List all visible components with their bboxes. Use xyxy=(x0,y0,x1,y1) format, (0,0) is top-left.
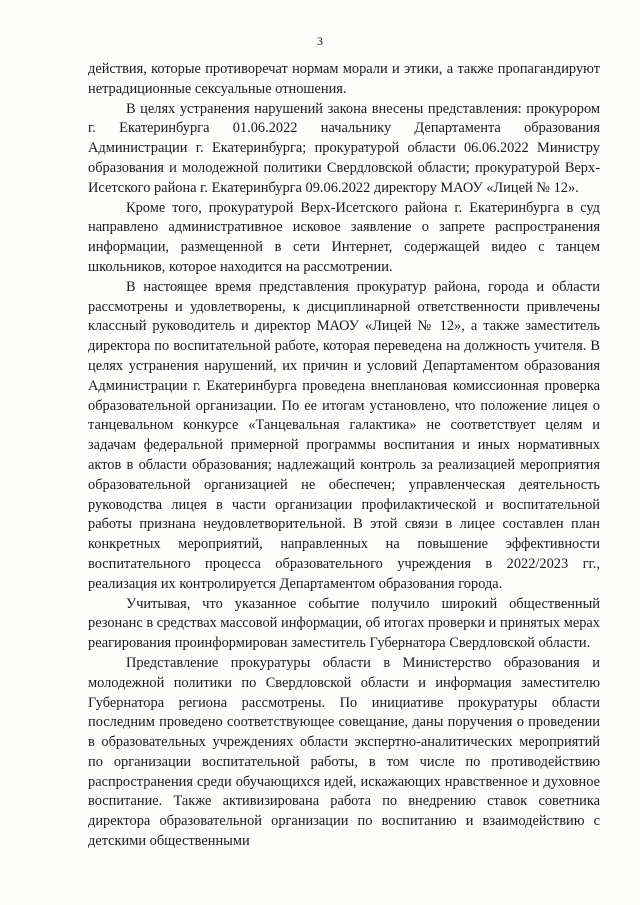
paragraph: Учитывая, что указанное событие получило широкий общественный резонанс в средствах массовой информации, об итогах проверки и принятых мерах реагирования проинформирован заместитель Губернатора Свердловской области. xyxy=(88,595,600,652)
paragraph: действия, которые противоречат нормам морали и этики, а также пропагандируют нетрадиционные сексуальные отношения. xyxy=(88,61,600,97)
page-number: 3 xyxy=(317,34,323,48)
document-body xyxy=(88,60,600,852)
paragraph: В настоящее время представления прокуратур района, города и области рассмотрены и удовлетворены, к дисциплинарной ответственности привлечены классный руководитель и директор МАОУ «Лицей № 12», а также заместитель директора по воспитательной работе, которая переведена на должность учителя. В целях устранения нарушений, их причин и условий Департаментом образования Администрации г. Екатеринбурга проведена внеплановая комиссионная проверка образовательной организации. По ее итогам установлено, что положение лицея о танцевальном конкурсе «Танцевальная галактика» не соответствует целям и задачам федеральной примерной программы воспитания и иных нормативных актов в области образования; надлежащий контроль за реализацией мероприятия образовательной организацией не обеспечен; управленческая деятельность руководства лицея в части организации профилактической и воспитательной работы признана неудовлетворительной. В этой связи в лицее составлен план конкретных мероприятий, направленных на повышение эффективности воспитательного процесса образовательного учреждения в 2022/2023 гг., реализация их контролируется Департаментом образования города. xyxy=(88,278,600,592)
paragraph: Представление прокуратуры области в Министерство образования и молодежной политики по Свердловской области и информация заместителю Губернатора региона рассмотрены. По инициативе прокуратуры области последним проведено соответствующее совещание, даны поручения о проведении в образовательных учреждениях области экспертно-аналитических мероприятий по организации воспитательной работы, в том числе по противодействию распространения среди обучающихся идей, искажающих нравственное и духовное воспитание. Также активизирована работа по внедрению ставок советника директора образовательной организации по воспитанию и взаимодействию с детскими общественными xyxy=(88,654,600,850)
paragraph: В целях устранения нарушений закона внесены представления: прокурором г. Екатеринбурга 01.06.2022 начальнику Департамента образования Администрации г. Екатеринбурга; прокуратурой области 06.06.2022 Министру образования и молодежной политики Свердловской области; прокуратурой Верх-Исетского района г. Екатеринбурга 09.06.2022 директору МАОУ «Лицей № 12». xyxy=(88,100,600,196)
paragraph: Кроме того, прокуратурой Верх-Исетского района г. Екатеринбурга в суд направлено административное исковое заявление о запрете распространения информации, размещенной в сети Интернет, содержащей видео с танцем школьников, которое находится на рассмотрении. xyxy=(88,199,600,275)
